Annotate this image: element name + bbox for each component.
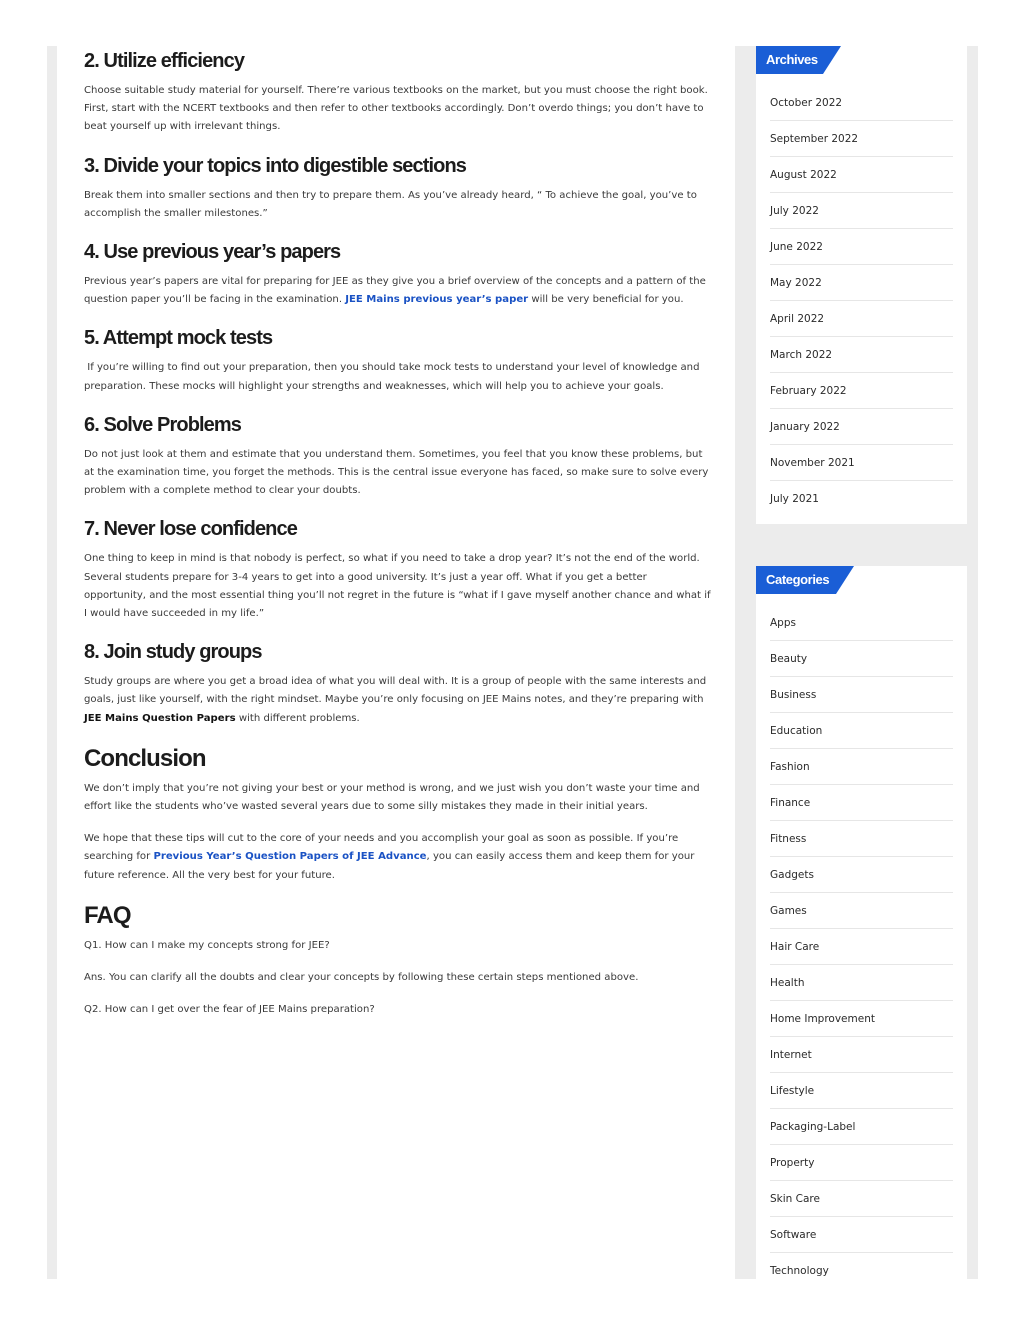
section-paragraph-divide-topics: Break them into smaller sections and then try to prepare them. As you’ve already heard, “ To achieve the goal, you’ve to accomplish the smaller milestones.” <box>84 189 697 219</box>
paragraph-text: Previous year’s papers are vital for preparing for JEE as they give you a brief overview of the concepts and a pattern of the question paper you’ll be facing in the examination. <box>84 276 706 306</box>
section-heading-study-groups: 8. Join study groups <box>84 641 262 664</box>
category-link[interactable]: Skin Care <box>770 1181 953 1217</box>
categories-tab-tail <box>836 566 854 594</box>
faq-answer-1: Ans. You can clarify all the doubts and clear your concepts by following these certain steps mentioned above. <box>84 972 639 984</box>
category-link[interactable]: Packaging-Label <box>770 1109 953 1145</box>
paragraph-text: We hope that these tips will cut to the core of your needs and you accomplish your goal as soon as possible. If you’re searching for <box>84 833 679 863</box>
category-link[interactable]: Health <box>770 965 953 1001</box>
archive-link[interactable]: March 2022 <box>770 337 953 373</box>
categories-widget-header <box>756 566 967 594</box>
category-link[interactable]: Internet <box>770 1037 953 1073</box>
category-link[interactable]: Hair Care <box>770 929 953 965</box>
archives-tab-tail <box>823 46 841 74</box>
archives-list <box>756 85 967 517</box>
archive-link[interactable]: July 2021 <box>770 493 819 505</box>
section-paragraph-utilize-efficiency: Choose suitable study material for yourself. There’re various textbooks on the market, but you must choose the right book. First, start with the NCERT textbooks and then refer to other textbooks accordingly. Don’t overdo things; you don’t have to beat yourself up with irrelevant things. <box>84 85 708 133</box>
section-heading-utilize-efficiency: 2. Utilize efficiency <box>84 50 245 72</box>
category-link[interactable]: Games <box>770 893 953 929</box>
archive-link[interactable]: October 2022 <box>770 85 953 121</box>
section-heading-divide-topics: 3. Divide your topics into digestible sections <box>84 154 467 177</box>
faq-question-2: Q2. How can I get over the fear of JEE Mains preparation? <box>84 1004 375 1016</box>
archive-link[interactable]: February 2022 <box>770 373 953 409</box>
category-link[interactable]: Finance <box>770 785 953 821</box>
section-heading-mock-tests: 5. Attempt mock tests <box>84 327 273 350</box>
section-paragraph-solve-problems: Do not just look at them and estimate that you understand them. Sometimes, you feel that you know these problems, but at the examination time, you forget the methods. This is the central issue everyone has faced, so make sure to solve every problem with a complete method to clear your doubts. <box>84 448 709 497</box>
category-link[interactable]: Gadgets <box>770 857 953 893</box>
archives-title: Archives <box>756 46 823 74</box>
jee-advance-papers-link[interactable]: Previous Year’s Question Papers of JEE Advance <box>153 851 427 863</box>
section-paragraph-study-groups <box>84 673 712 728</box>
category-link[interactable]: Education <box>770 713 953 749</box>
conclusion-paragraph-2 <box>84 830 712 885</box>
jee-mains-previous-papers-link[interactable]: JEE Mains previous year’s paper <box>345 294 529 306</box>
archives-widget <box>756 46 967 524</box>
paragraph-text: will be very beneficial for you. <box>528 294 684 306</box>
category-link[interactable]: Fashion <box>770 749 953 785</box>
categories-list <box>756 605 967 1279</box>
section-paragraph-previous-papers <box>84 273 712 309</box>
faq-heading: FAQ <box>84 901 131 929</box>
faq-question-1: Q1. How can I make my concepts strong for JEE? <box>84 939 330 951</box>
category-link[interactable]: Business <box>770 677 953 713</box>
category-link[interactable]: Lifestyle <box>770 1073 953 1109</box>
jee-mains-question-papers-text: JEE Mains Question Papers <box>84 712 236 724</box>
archive-link[interactable]: January 2022 <box>770 409 953 445</box>
categories-title: Categories <box>756 566 836 594</box>
archive-link[interactable]: June 2022 <box>770 229 953 265</box>
paragraph-text: , you can easily access them and keep them for your future reference. All the very best for your future. <box>84 851 695 881</box>
conclusion-heading: Conclusion <box>84 744 206 772</box>
section-heading-solve-problems: 6. Solve Problems <box>84 413 241 436</box>
article-body <box>84 46 712 1033</box>
category-link[interactable]: Home Improvement <box>770 1001 953 1037</box>
archive-link[interactable]: September 2022 <box>770 121 953 157</box>
archives-widget-header <box>756 46 967 74</box>
archive-link[interactable]: November 2021 <box>770 445 953 481</box>
left-gutter <box>47 46 57 1279</box>
category-link[interactable]: Beauty <box>770 641 953 677</box>
category-link[interactable]: Technology <box>770 1265 829 1277</box>
archive-link[interactable]: July 2022 <box>770 193 953 229</box>
category-link[interactable]: Property <box>770 1145 953 1181</box>
section-heading-previous-papers: 4. Use previous year’s papers <box>84 241 341 264</box>
paragraph-text: Study groups are where you get a broad idea of what you will deal with. It is a group of people with the same interests and goals, just like yourself, with the right mindset. Maybe you’re only focusing on JEE Mains notes, and they’re preparing with <box>84 676 707 706</box>
category-link[interactable]: Software <box>770 1217 953 1253</box>
categories-widget <box>756 566 967 1279</box>
section-paragraph-mock-tests: If you’re willing to find out your preparation, then you should take mock tests to understand your level of knowledge and preparation. These mocks will highlight your strengths and weaknesses, which will help you to achieve your goals. <box>84 362 703 392</box>
conclusion-paragraph-1: We don’t imply that you’re not giving your best or your method is wrong, and we just wish you don’t waste your time and effort like the students who’ve wasted several years due to some silly mistakes they made in their initial years. <box>84 782 700 813</box>
section-heading-confidence: 7. Never lose confidence <box>84 518 297 541</box>
paragraph-text: with different problems. <box>235 712 360 724</box>
archive-link[interactable]: May 2022 <box>770 265 953 301</box>
section-paragraph-confidence: One thing to keep in mind is that nobody is perfect, so what if you need to take a drop year? It’s not the end of the world. Several students prepare for 3-4 years to get into a good university. It’s just a year off. What if you get a better opportunity, and the most essential thing you’ll not regret in the future is “what if I gave myself another chance and what if I would have succeeded in my life.” <box>84 553 711 620</box>
category-link[interactable]: Fitness <box>770 821 953 857</box>
archive-link[interactable]: April 2022 <box>770 301 953 337</box>
archive-link[interactable]: August 2022 <box>770 157 953 193</box>
category-link[interactable]: Apps <box>770 605 953 641</box>
